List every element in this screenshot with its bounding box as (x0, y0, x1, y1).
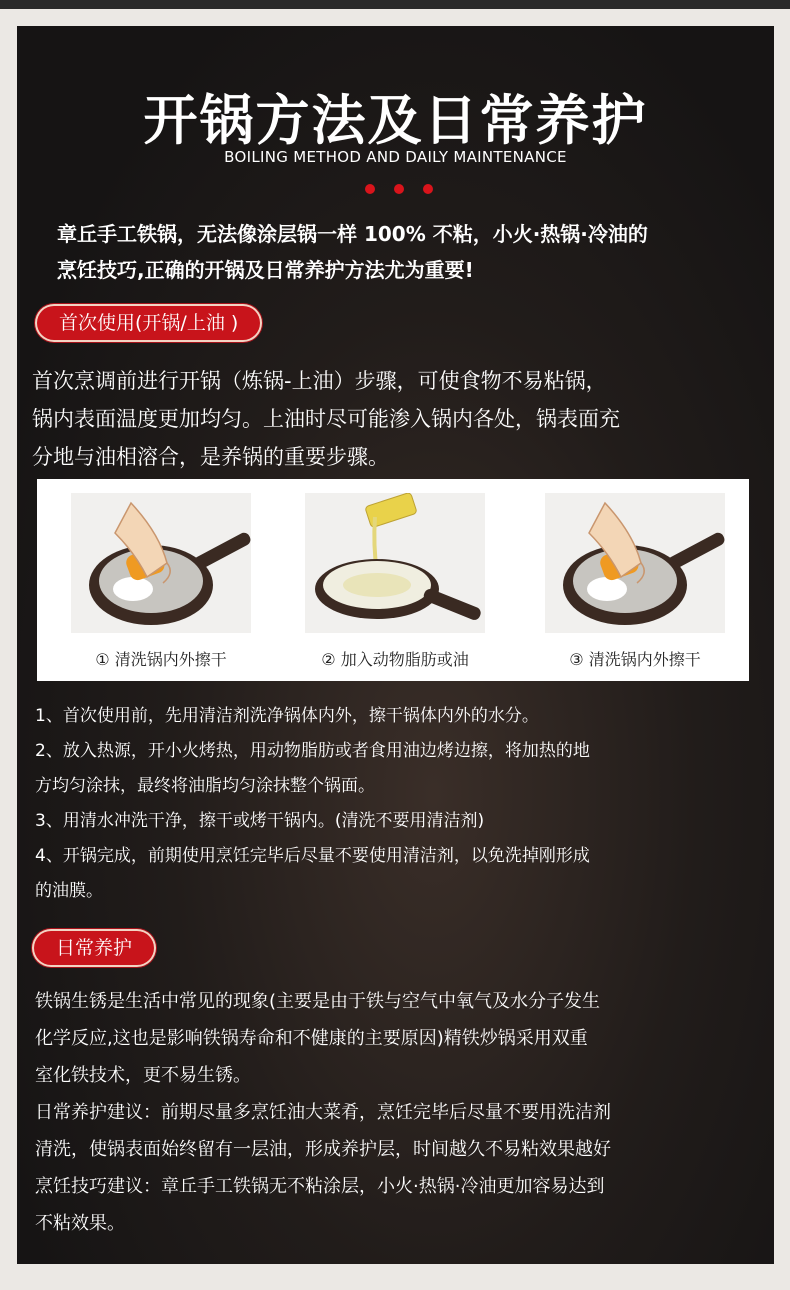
pan-wiping-icon (545, 493, 725, 633)
description-line: 分地与油相溶合，是养锅的重要步骤。 (32, 445, 389, 469)
intro-line: 章丘手工铁锅，无法像涂层锅一样 100% 不粘，小火·热锅·冷油的 (57, 222, 648, 246)
dot-icon (365, 184, 375, 194)
list-item: 3、用清水冲洗干净，擦干或烤干锅内。(清洗不要用清洁剂) (35, 811, 485, 831)
step-2 (305, 493, 485, 670)
dot-icon (394, 184, 404, 194)
list-item: 1、首次使用前，先用清洁剂洗净锅体内外，擦干锅体内外的水分。 (35, 706, 539, 726)
daily-care-text (35, 983, 765, 1242)
content-panel (17, 26, 774, 1264)
list-item: 方均匀涂抹，最终将油脂均匀涂抹整个锅面。 (35, 776, 375, 796)
first-use-steps-list (35, 699, 755, 909)
daily-care-line: 日常养护建议：前期尽量多烹饪油大菜肴，烹饪完毕后尽量不要用洗洁剂 (35, 1102, 611, 1123)
step-caption: ② 加入动物脂肪或油 (321, 650, 469, 669)
daily-care-line: 烹饪技巧建议：章丘手工铁锅无不粘涂层，小火·热锅·冷油更加容易达到 (35, 1176, 605, 1197)
daily-care-line: 室化铁技术，更不易生锈。 (35, 1065, 251, 1086)
daily-care-line: 铁锅生锈是生活中常见的现象(主要是由于铁与空气中氧气及水分子发生 (35, 991, 601, 1012)
section-badge-daily-care: 日常养护 (34, 931, 154, 965)
list-item: 4、开锅完成，前期使用烹饪完毕后尽量不要使用清洁剂，以免洗掉刚形成 (35, 846, 590, 866)
list-item: 的油膜。 (35, 881, 103, 901)
first-use-description (32, 362, 762, 476)
step-1 (71, 493, 251, 670)
top-bar (0, 0, 790, 9)
list-item: 2、放入热源，开小火烤热，用动物脂肪或者食用油边烤边擦，将加热的地 (35, 741, 590, 761)
decorative-dots (365, 184, 433, 194)
step-caption: ① 清洗锅内外擦干 (95, 650, 227, 669)
daily-care-line: 清洗，使锅表面始终留有一层油，形成养护层，时间越久不易粘效果越好 (35, 1139, 611, 1160)
page-title: 开锅方法及日常养护 (143, 89, 648, 152)
daily-care-line: 化学反应,这也是影响铁锅寿命和不健康的主要原因)精铁炒锅采用双重 (35, 1028, 588, 1049)
intro-line: 烹饪技巧,正确的开锅及日常养护方法尤为重要! (57, 258, 474, 282)
oil-pouring-icon (305, 493, 485, 633)
daily-care-line: 不粘效果。 (35, 1213, 125, 1234)
intro-text (57, 216, 767, 288)
description-line: 首次烹调前进行开锅（炼锅-上油）步骤，可使食物不易粘锅， (32, 369, 607, 393)
dot-icon (423, 184, 433, 194)
step-caption: ③ 清洗锅内外擦干 (569, 650, 701, 669)
steps-illustration-panel (37, 479, 749, 681)
description-line: 锅内表面温度更加均匀。上油时尽可能渗入锅内各处，锅表面充 (32, 407, 620, 431)
page-subtitle: BOILING METHOD AND DAILY MAINTENANCE (224, 148, 567, 166)
section-badge-first-use: 首次使用(开锅/上油 ) (37, 306, 260, 340)
step-3 (545, 493, 725, 670)
pan-wiping-icon (71, 493, 251, 633)
